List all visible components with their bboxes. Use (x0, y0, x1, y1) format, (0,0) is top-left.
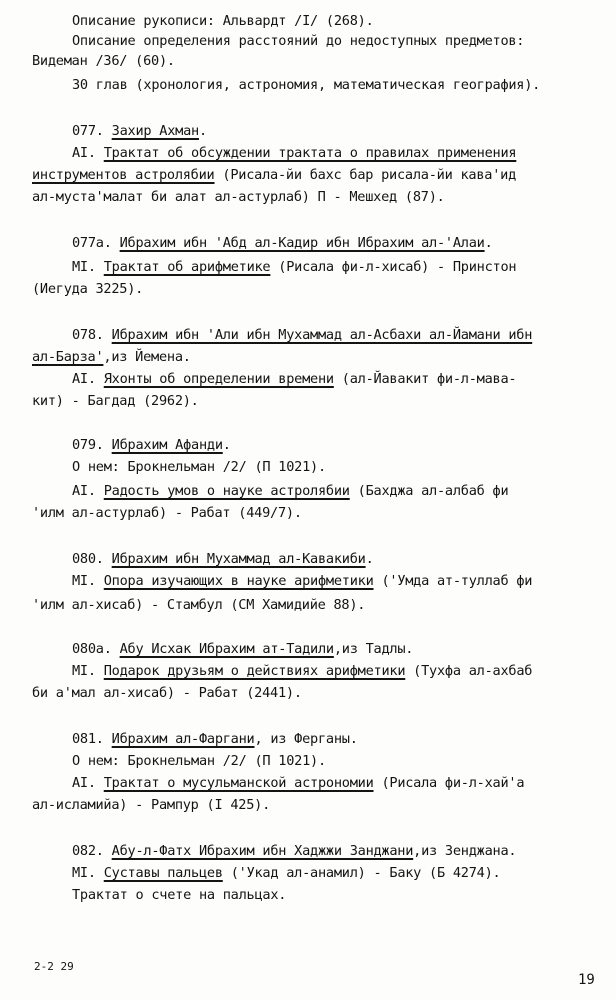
entry-header-079 (72, 436, 231, 454)
work-title: Трактат о мусульманской астрономии (103, 775, 374, 791)
work-original: ('Укад ал-анамил) - Баку (Б 4274). (222, 865, 501, 881)
work-line: 'илм ал-астурлаб) - Рабат (449/7). (32, 505, 302, 521)
entry-number: 078. (72, 327, 112, 343)
author-name: Абу-л-Фатх Ибрахим ибн Хаджжи Занджани (111, 843, 414, 859)
work-line: (Иегуда 3225). (32, 281, 144, 297)
about-line: О нем: Брокнельман /2/ (П 1021). (72, 459, 326, 475)
about-line: О нем: Брокнельман /2/ (П 1021). (72, 753, 326, 769)
work-code: AI. (72, 371, 104, 387)
work-line (72, 572, 532, 590)
work-line: би а'мал ал-хисаб) - Рабат (2441). (32, 685, 302, 701)
work-line (72, 258, 516, 276)
work-code: AI. (72, 145, 104, 161)
work-title: Радость умов о науке астролябии (103, 483, 350, 499)
entry-number: 080. (72, 551, 112, 567)
text-line: Описание определения расстояний до недоступных предметов: (72, 33, 525, 49)
author-name: ал-Барза' (32, 349, 104, 365)
work-line (72, 482, 508, 500)
entry-header-cont (32, 348, 191, 366)
entry-number: 079. (72, 437, 112, 453)
author-name: Ибрахим Афанди (111, 437, 223, 453)
work-line (72, 370, 516, 388)
work-line: ал-исламийа) - Рампур (I 425). (32, 797, 271, 813)
entry-tail: ,из Йемена. (103, 349, 191, 365)
entry-tail: ,из Тадлы. (333, 641, 414, 657)
work-title: Суставы пальцев (103, 865, 223, 881)
work-title: Яхонты об определении времени (103, 371, 334, 387)
entry-number: 081. (72, 731, 112, 747)
author-name: Захир Ахман (111, 123, 199, 139)
work-original: (Тухфа ал-ахбаб (405, 663, 533, 679)
note-line: Трактат о счете на пальцах. (72, 887, 287, 903)
work-line (72, 774, 524, 792)
author-name: Ибрахим ибн Мухаммад ал-Кавакиби (111, 551, 366, 567)
author-name: Абу Исхак Ибрахим ат-Тадили (119, 641, 334, 657)
entry-header-082 (72, 842, 516, 860)
entry-number: 082. (72, 843, 112, 859)
entry-tail: ,из Зенджана. (413, 843, 517, 859)
entry-number: 077а. (72, 235, 120, 251)
work-original: (Рисала-йи бахс бар рисала-йи кава'ид (214, 167, 516, 183)
entry-tail: . (222, 437, 231, 453)
work-line (72, 144, 516, 162)
entry-tail: . (198, 123, 207, 139)
work-title: Подарок друзьям о действиях арифметики (103, 663, 406, 679)
work-original: ('Умда ат-туллаб фи (373, 573, 533, 589)
entry-header-080 (72, 550, 374, 568)
work-code: AI. (72, 483, 104, 499)
author-name: Ибрахим ал-Фаргани (111, 731, 255, 747)
author-name: Ибрахим ибн 'Абд ал-Кадир ибн Ибрахим ал-'Алаи (119, 235, 485, 251)
work-original: (Бахджа ал-албаб фи (349, 483, 509, 499)
text-line: 30 глав (хронология, астрономия, математическая география). (72, 77, 541, 93)
entry-tail: . (365, 551, 374, 567)
work-title: Опора изучающих в науке арифметики (103, 573, 374, 589)
work-original: (Рисала фи-л-хай'а (373, 775, 525, 791)
work-title: Трактат об обсуждении трактата о правилах применения (103, 145, 517, 161)
text-line: Описание рукописи: Альвардт /I/ (268). (72, 13, 374, 29)
entry-header-077 (72, 122, 207, 140)
author-name: Ибрахим ибн 'Али ибн Мухаммад ал-Асбахи ал-Йамани ибн (111, 327, 533, 343)
work-original: (Рисала фи-л-хисаб) - Принстон (270, 259, 517, 275)
entry-tail: , из Ферганы. (254, 731, 358, 747)
work-title: инструментов астролябии (32, 167, 215, 183)
work-code: MI. (72, 259, 104, 275)
work-code: MI. (72, 573, 104, 589)
work-code: AI. (72, 775, 104, 791)
work-line: ал-муста'малат би алат ал-астурлаб) П - Мешхед (87). (32, 189, 445, 205)
entry-header-078 (72, 326, 532, 344)
entry-tail: . (484, 235, 493, 251)
page-number: 19 (578, 972, 595, 988)
work-line: 'илм ал-хисаб) - Стамбул (СМ Хамидийе 88). (32, 597, 366, 613)
entry-header-077a (72, 234, 493, 252)
entry-header-080a (72, 640, 413, 658)
entry-number: 077. (72, 123, 112, 139)
work-line: кит) - Багдад (2962). (32, 393, 199, 409)
signature-mark: 2-2 29 (34, 960, 74, 973)
work-code: MI. (72, 865, 104, 881)
entry-number: 080а. (72, 641, 120, 657)
work-line (72, 864, 500, 882)
work-line (32, 166, 516, 184)
work-title: Трактат об арифметике (103, 259, 271, 275)
work-line (72, 662, 532, 680)
entry-header-081 (72, 730, 358, 748)
work-code: MI. (72, 663, 104, 679)
text-line: Видеман /36/ (60). (32, 53, 175, 69)
work-original: (ал-Йавакит фи-л-мава- (333, 371, 517, 387)
